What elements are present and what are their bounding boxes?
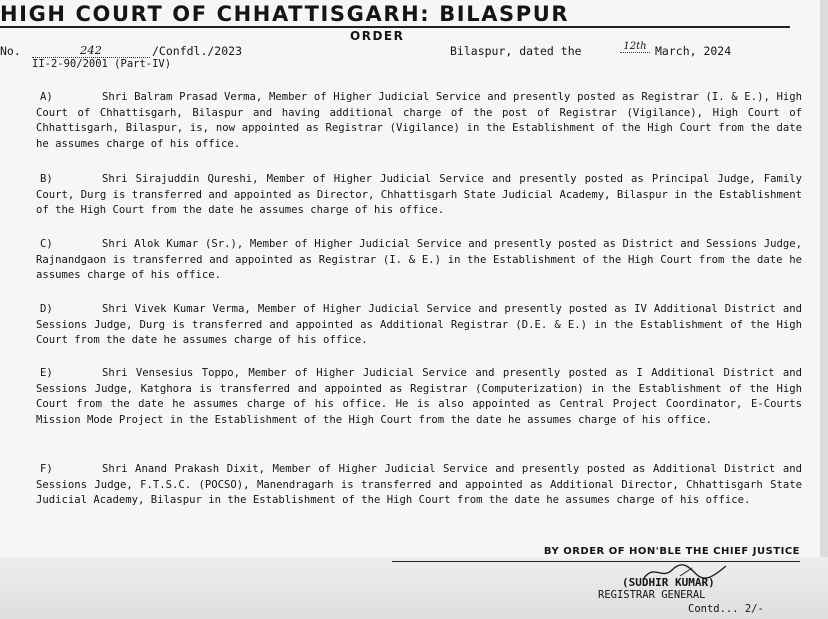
paragraph-text: Shri Vensesius Toppo, Member of Higher Judicial Service and presently posted as I Additional District and Sessions Judge, Katghora is transferred and appointed as Registrar (Computerization) in the Establishment of the High Court from the date he assumes charge of his office. He is also appointed as Central Project Coordinator, E-Courts Mission Mode Project in the Establishment of the High Court from the date he assumes charge of his office.	[36, 367, 802, 426]
paragraph-text: Shri Balram Prasad Verma, Member of Higher Judicial Service and presently posted as Registrar (I. & E.), High Court of Chhattisgarh, Bilaspur and having additional charge of the post of Registrar (Vigilance), High Court of Chhattisgarh, Bilaspur, is, now appointed as Registrar (Vigilance) in the Establishment of the High Court from the date he assumes charge of his office.	[36, 91, 802, 150]
no-label: No.	[0, 44, 21, 58]
order-heading: ORDER	[350, 29, 405, 43]
paragraph-letter: D)	[40, 303, 53, 315]
by-order-line: BY ORDER OF HON'BLE THE CHIEF JUSTICE	[543, 546, 800, 557]
paragraph-letter: B)	[40, 173, 53, 185]
paragraph-text: Shri Alok Kumar (Sr.), Member of Higher Judicial Service and presently posted as District and Sessions Judge, Rajnandgaon is transferred and appointed as Registrar (I. & E.) in the Establishment of the High Court from the date he assumes charge of his office.	[36, 238, 802, 282]
by-order-underline	[392, 561, 800, 562]
paragraph-letter: A)	[40, 91, 53, 103]
order-number: 242	[32, 44, 150, 58]
signatory-name: (SUDHIR KUMAR)	[622, 576, 715, 589]
place-dated-label: Bilaspur, dated the	[450, 44, 582, 58]
file-reference: II-2-90/2001 (Part-IV)	[32, 58, 172, 70]
page-edge-shadow	[820, 0, 828, 560]
title-underline	[0, 26, 790, 28]
paragraph-letter: F)	[40, 463, 53, 475]
paragraph-a	[36, 90, 802, 152]
paragraph-text: Shri Anand Prakash Dixit, Member of Higher Judicial Service and presently posted as Additional District and Sessions Judge, F.T.S.C. (POCSO), Manendragarh is transferred and appointed as Additional Director, Chhattisgarh State Judicial Academy, Bilaspur in the Establishment of the High Court from the date he assumes charge of his office.	[36, 463, 802, 507]
order-day: 12th	[620, 41, 650, 53]
paragraph-letter: E)	[40, 367, 53, 379]
court-title: HIGH COURT OF CHHATTISGARH: BILASPUR	[0, 2, 570, 26]
order-month-year: March, 2024	[655, 44, 732, 58]
paragraph-e	[36, 366, 802, 428]
signatory-designation: REGISTRAR GENERAL	[598, 589, 706, 601]
paragraph-c	[36, 237, 802, 284]
paragraph-text: Shri Vivek Kumar Verma, Member of Higher Judicial Service and presently posted as IV Additional District and Sessions Judge, Durg is transferred and appointed as Additional Registrar (D.E. & E.) in the Establishment of the High Court from the date he assumes charge of his office.	[36, 303, 802, 347]
paragraph-f	[36, 462, 802, 509]
paragraph-letter: C)	[40, 238, 53, 250]
confdl-suffix: /Confdl./2023	[152, 44, 243, 58]
paragraph-text: Shri Sirajuddin Qureshi, Member of Higher Judicial Service and presently posted as Principal Judge, Family Court, Durg is transferred and appointed as Director, Chhattisgarh State Judicial Academy, Bilaspur in the Establishment of the High Court from the date he assumes charge of his office.	[36, 173, 802, 217]
continued-marker: Contd... 2/-	[688, 603, 764, 615]
paragraph-d	[36, 302, 802, 349]
paragraph-b	[36, 172, 802, 219]
